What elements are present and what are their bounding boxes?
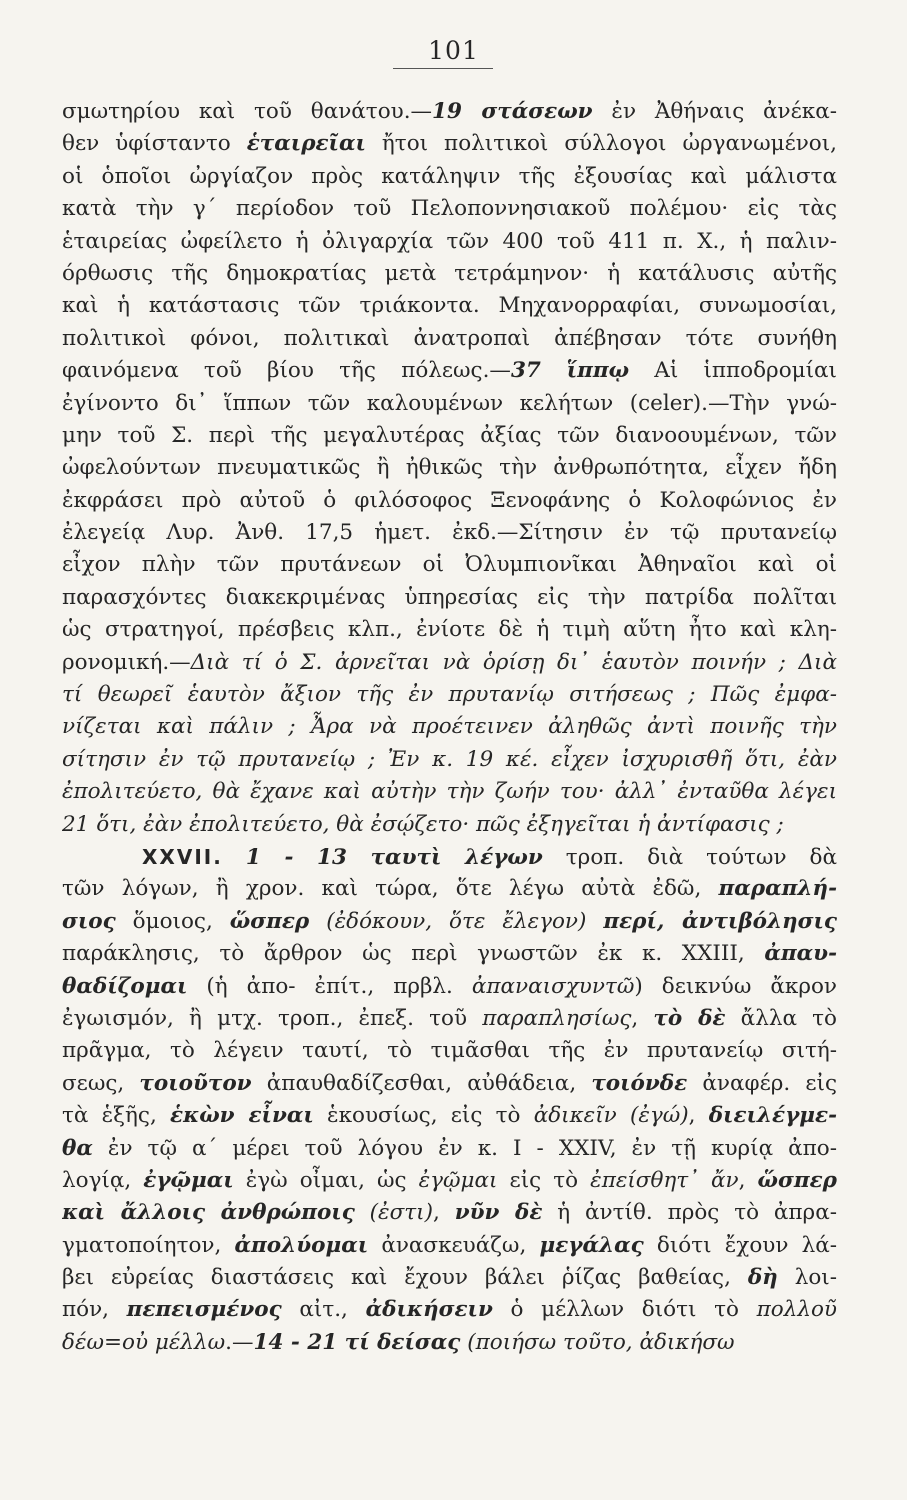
text-segment: καὶ ἡ κατάστασις τῶν τριάκοντα. Μηχανορραφίαι, συνωμοσίαι, bbox=[62, 293, 837, 319]
text-line bbox=[62, 388, 837, 420]
text-line bbox=[62, 161, 837, 193]
text-line bbox=[62, 323, 837, 355]
text-segment: ἐγίνοντο δι᾽ ἵππων τῶν καλουμένων κελήτων (celer).—Τὴν γνώ- bbox=[62, 390, 837, 416]
text-line bbox=[62, 1197, 837, 1229]
text-line bbox=[62, 485, 837, 517]
emphasis-text: σιος bbox=[62, 908, 116, 934]
emphasis-text: (ἐδόκουν, ὅτε ἔλεγον) bbox=[326, 908, 587, 934]
text-line bbox=[62, 873, 837, 905]
text-segment: ἑκουσίως, εἰς τὸ bbox=[313, 1103, 534, 1129]
emphasis-text: ἐγῷμαι bbox=[418, 1167, 498, 1193]
text-segment: , bbox=[688, 1103, 709, 1129]
text-segment: παρασχόντες διακεκριμένας ὑπηρεσίας εἰς τὴν πατρίδα πολῖται bbox=[62, 584, 837, 610]
commentary-text bbox=[62, 96, 837, 1359]
text-segment: ἐν Ἀθήναις ἀνέκα- bbox=[592, 99, 837, 124]
text-segment: λογίᾳ, bbox=[62, 1167, 144, 1193]
emphasis-text: τοιόνδε bbox=[591, 1070, 688, 1096]
text-line bbox=[62, 420, 837, 452]
text-line bbox=[62, 452, 837, 484]
emphasis-text: περί, ἀντιβόλησις bbox=[603, 908, 837, 934]
emphasis-text: 19 στάσεων bbox=[432, 99, 593, 124]
text-line bbox=[62, 1294, 837, 1326]
text-segment: ἐγωισμόν, ἢ μτχ. τροπ., ἐπεξ. τοῦ bbox=[62, 1005, 483, 1031]
text-segment: τροπ. διὰ τούτων δὰ bbox=[542, 844, 837, 870]
text-segment: , bbox=[631, 1005, 654, 1031]
text-line bbox=[62, 809, 837, 841]
emphasis-text: νίζεται καὶ πάλιν ; Ἆρα νὰ προέτεινεν ἀληθῶς ἀντὶ ποινῆς τὴν bbox=[62, 714, 837, 740]
text-segment: ἑταιρείας ὠφείλετο ἡ ὀλιγαρχία τῶν 400 τοῦ 411 π. Χ., ἡ παλιν- bbox=[62, 228, 837, 254]
text-segment: ὠφελούντων πνευματικῶς ἢ ἠθικῶς τὴν ἀνθρωπότητα, εἶχεν ἤδη bbox=[62, 455, 837, 481]
emphasis-text: παραπλησίως bbox=[482, 1005, 632, 1031]
text-segment: γματοποίητον, bbox=[62, 1232, 235, 1258]
text-segment bbox=[586, 909, 603, 934]
text-segment: ὡς στρατηγοί, πρέσβεις κλπ., ἐνίοτε δὲ ἡ τιμὴ αὕτη ἦτο καὶ κλη- bbox=[62, 617, 837, 643]
text-segment: κατὰ τὴν γ΄ περίοδον τοῦ Πελοποννησιακοῦ πολέμου· εἰς τὰς bbox=[62, 196, 837, 222]
text-line bbox=[62, 1100, 837, 1132]
text-segment bbox=[223, 845, 246, 870]
text-line bbox=[62, 96, 837, 128]
text-segment: ἤτοι πολιτικοὶ σύλλογοι ὠργανωμένοι, bbox=[365, 131, 837, 157]
text-segment: , bbox=[432, 1200, 455, 1226]
text-segment: παράκλησις, τὸ ἄρθρον ὡς περὶ γνωστῶν ἐκ κ. XXIII, bbox=[62, 941, 765, 967]
text-segment: πρᾶγμα, τὸ λέγειν ταυτί, τὸ τιμᾶσθαι τῆς ἐν πρυτανείῳ σιτή- bbox=[62, 1038, 837, 1064]
emphasis-text: ὥσπερ bbox=[757, 1167, 837, 1193]
emphasis-text: δὴ bbox=[747, 1265, 778, 1291]
emphasis-text: τοιοῦτον bbox=[139, 1070, 252, 1096]
text-segment: θεν ὑφίσταντο bbox=[62, 131, 247, 157]
text-segment: , bbox=[738, 1167, 758, 1193]
text-segment: Αἱ ἱπποδρομίαι bbox=[629, 358, 837, 384]
emphasis-text: τὸ δὲ bbox=[653, 1005, 726, 1031]
emphasis-text: τί θεωρεῖ ἑαυτὸν ἄξιον τῆς ἐν πρυτανίῳ σιτήσεως ; Πῶς ἐμφα- bbox=[62, 682, 837, 708]
emphasis-text: ἀπαναισχυντῶ bbox=[471, 973, 635, 999]
emphasis-text: 14 - 21 τί δείσας bbox=[253, 1329, 461, 1355]
text-line bbox=[62, 290, 837, 322]
text-line bbox=[62, 128, 837, 160]
text-segment: μην τοῦ Σ. περὶ τῆς μεγαλυτέρας ἀξίας τῶν διανοουμένων, τῶν bbox=[62, 422, 837, 448]
emphasis-text: 37 ἵππῳ bbox=[510, 358, 630, 384]
emphasis-text: ὥσπερ bbox=[229, 908, 310, 934]
emphasis-text: 1 - 13 ταυτὶ λέγων bbox=[245, 844, 543, 870]
text-segment: ὁ μέλλων διότι τὸ bbox=[492, 1297, 757, 1323]
text-line bbox=[62, 517, 837, 549]
text-line bbox=[62, 744, 837, 776]
emphasis-text: ἀδικεῖν (ἐγώ) bbox=[533, 1103, 689, 1129]
emphasis-text: δέω=οὐ μέλλω bbox=[62, 1329, 226, 1355]
page-number: 101 bbox=[428, 36, 479, 65]
emphasis-text: διειλέγμε- bbox=[708, 1103, 837, 1129]
text-segment: βει εὐρείας διαστάσεις καὶ ἔχουν βάλει ῥίζας βαθείας, bbox=[62, 1265, 748, 1291]
text-segment: ἀναφέρ. εἰς bbox=[687, 1070, 837, 1096]
emphasis-text: (ἐστι) bbox=[369, 1200, 433, 1226]
emphasis-text: 21 ὅτι, ἐὰν ἐπολιτεύετο, θὰ ἐσῴζετο· πῶς ἐξηγεῖται ἡ ἀντίφασις ; bbox=[62, 811, 784, 837]
text-line bbox=[62, 841, 837, 873]
text-line bbox=[62, 1035, 837, 1067]
text-line bbox=[62, 679, 837, 711]
chapter-number: XXVII. bbox=[142, 844, 223, 869]
text-line bbox=[62, 549, 837, 581]
text-segment: ἄλλα τὸ bbox=[725, 1005, 837, 1031]
text-segment: σμωτηρίου καὶ τοῦ θανάτου.— bbox=[62, 99, 433, 124]
text-line bbox=[62, 647, 837, 679]
emphasis-text: καὶ ἄλλοις ἀνθρώποις bbox=[62, 1200, 355, 1226]
emphasis-text: ἑταιρεῖαι bbox=[246, 131, 366, 157]
text-segment: (ἡ ἀπο- ἐπίτ., πρβλ. bbox=[187, 973, 472, 999]
text-segment: τὰ ἑξῆς, bbox=[62, 1103, 171, 1129]
emphasis-text: μεγάλας bbox=[539, 1232, 644, 1258]
emphasis-text: νῦν δὲ bbox=[454, 1200, 543, 1226]
emphasis-text: ἀδικήσειν bbox=[365, 1297, 493, 1323]
emphasis-text: θαδίζομαι bbox=[62, 973, 188, 999]
text-segment: τῶν λόγων, ἢ χρον. καὶ τώρα, ὅτε λέγω αὐτὰ ἐδῶ, bbox=[62, 876, 719, 902]
text-line bbox=[62, 193, 837, 225]
text-segment: ἐλεγείᾳ Λυρ. Ἀνθ. 17,5 ἡμετ. ἐκδ.—Σίτησιν ἐν τῷ πρυτανείῳ bbox=[62, 520, 837, 546]
text-segment: διότι ἔχουν λά- bbox=[643, 1232, 837, 1258]
text-line bbox=[62, 1165, 837, 1197]
text-segment: ἡ ἀντίθ. πρὸς τὸ ἀπρα- bbox=[542, 1200, 837, 1226]
emphasis-text: ἀπολύομαι bbox=[234, 1232, 369, 1258]
emphasis-text: θα bbox=[62, 1135, 93, 1161]
text-segment: όρθωσις τῆς δημοκρατίας μετὰ τετράμηνον· ἡ κατάλυσις αὐτῆς bbox=[62, 260, 837, 286]
text-line bbox=[62, 1068, 837, 1100]
text-segment: λοι- bbox=[777, 1265, 837, 1291]
emphasis-text: ἑκὼν εἶναι bbox=[170, 1103, 314, 1129]
text-segment: ὅμοιος, bbox=[115, 908, 230, 934]
text-line bbox=[62, 258, 837, 290]
text-segment: εἰς τὸ bbox=[497, 1167, 591, 1193]
text-segment: πόν, bbox=[62, 1297, 127, 1323]
text-line bbox=[62, 938, 837, 970]
text-segment bbox=[355, 1200, 370, 1225]
emphasis-text: ἐπολιτεύετο, θὰ ἔχανε καὶ αὐτὴν τὴν ζωήν του· ἀλλ᾽ ἐνταῦθα λέγει bbox=[62, 779, 837, 805]
text-line bbox=[62, 355, 837, 387]
text-line bbox=[62, 711, 837, 743]
text-segment: ἐν τῷ α΄ μέρει τοῦ λόγου ἐν κ. I - XXIV, ἐν τῇ κυρίᾳ ἀπο- bbox=[92, 1135, 837, 1161]
text-line bbox=[62, 1003, 837, 1035]
text-line bbox=[62, 776, 837, 808]
text-segment bbox=[309, 909, 326, 934]
text-line bbox=[62, 1230, 837, 1262]
text-segment: σεως, bbox=[62, 1070, 140, 1096]
text-segment: ) δεικνύω ἄκρον bbox=[634, 973, 837, 999]
text-segment: πολιτικοὶ φόνοι, πολιτικαὶ ἀνατροπαὶ ἀπέβησαν τότε συνήθη bbox=[62, 325, 837, 351]
emphasis-text: ἐπείσθητ᾽ ἄν bbox=[590, 1167, 739, 1193]
text-line bbox=[62, 971, 837, 1003]
emphasis-text: πεπεισμένος bbox=[126, 1297, 282, 1323]
text-segment: φαινόμενα τοῦ βίου τῆς πόλεως.— bbox=[62, 358, 511, 384]
text-line bbox=[62, 906, 837, 938]
text-line bbox=[62, 226, 837, 258]
text-segment: ρονομική.— bbox=[62, 649, 191, 675]
text-line bbox=[62, 1262, 837, 1294]
text-segment: ἀνασκευάζω, bbox=[368, 1232, 540, 1258]
text-line bbox=[62, 1327, 837, 1359]
text-segment: οἱ ὁποῖοι ὠργίαζον πρὸς κατάληψιν τῆς ἐξουσίας καὶ μάλιστα bbox=[62, 163, 837, 189]
emphasis-text: πολλοῦ bbox=[756, 1297, 837, 1323]
emphasis-text: ἐγῷμαι bbox=[143, 1167, 234, 1193]
text-segment: αἰτ., bbox=[281, 1297, 366, 1323]
emphasis-text: ἀπαυ- bbox=[764, 941, 837, 967]
text-segment: ἐγὼ οἶμαι, ὡς bbox=[233, 1167, 419, 1193]
text-line bbox=[62, 582, 837, 614]
text-segment: .— bbox=[225, 1329, 254, 1355]
emphasis-text: σίτησιν ἐν τῷ πρυτανείῳ ; Ἐν κ. 19 κέ. εἶχεν ἰσχυρισθῆ ὅτι, ἐὰν bbox=[62, 746, 837, 772]
emphasis-text: (ποιήσω τοῦτο, ἀδικήσω bbox=[467, 1329, 735, 1355]
emphasis-text: παραπλή- bbox=[718, 876, 837, 902]
text-line bbox=[62, 1133, 837, 1165]
text-segment: ἐκφράσει πρὸ αὐτοῦ ὁ φιλόσοφος Ξενοφάνης ὁ Κολοφώνιος ἐν bbox=[62, 487, 837, 513]
text-segment: εἶχον πλὴν τῶν πρυτάνεων οἱ Ὀλυμπιονῖκαι Ἀθηναῖοι καὶ οἱ bbox=[62, 552, 837, 578]
page-number-rule bbox=[393, 68, 493, 69]
text-segment: ἀπαυθαδίζεσθαι, αὐθάδεια, bbox=[251, 1070, 592, 1096]
text-line bbox=[62, 614, 837, 646]
emphasis-text: Διὰ τί ὁ Σ. ἀρνεῖται νὰ ὁρίσῃ δι᾽ ἑαυτὸν ποινήν ; Διὰ bbox=[190, 649, 837, 675]
